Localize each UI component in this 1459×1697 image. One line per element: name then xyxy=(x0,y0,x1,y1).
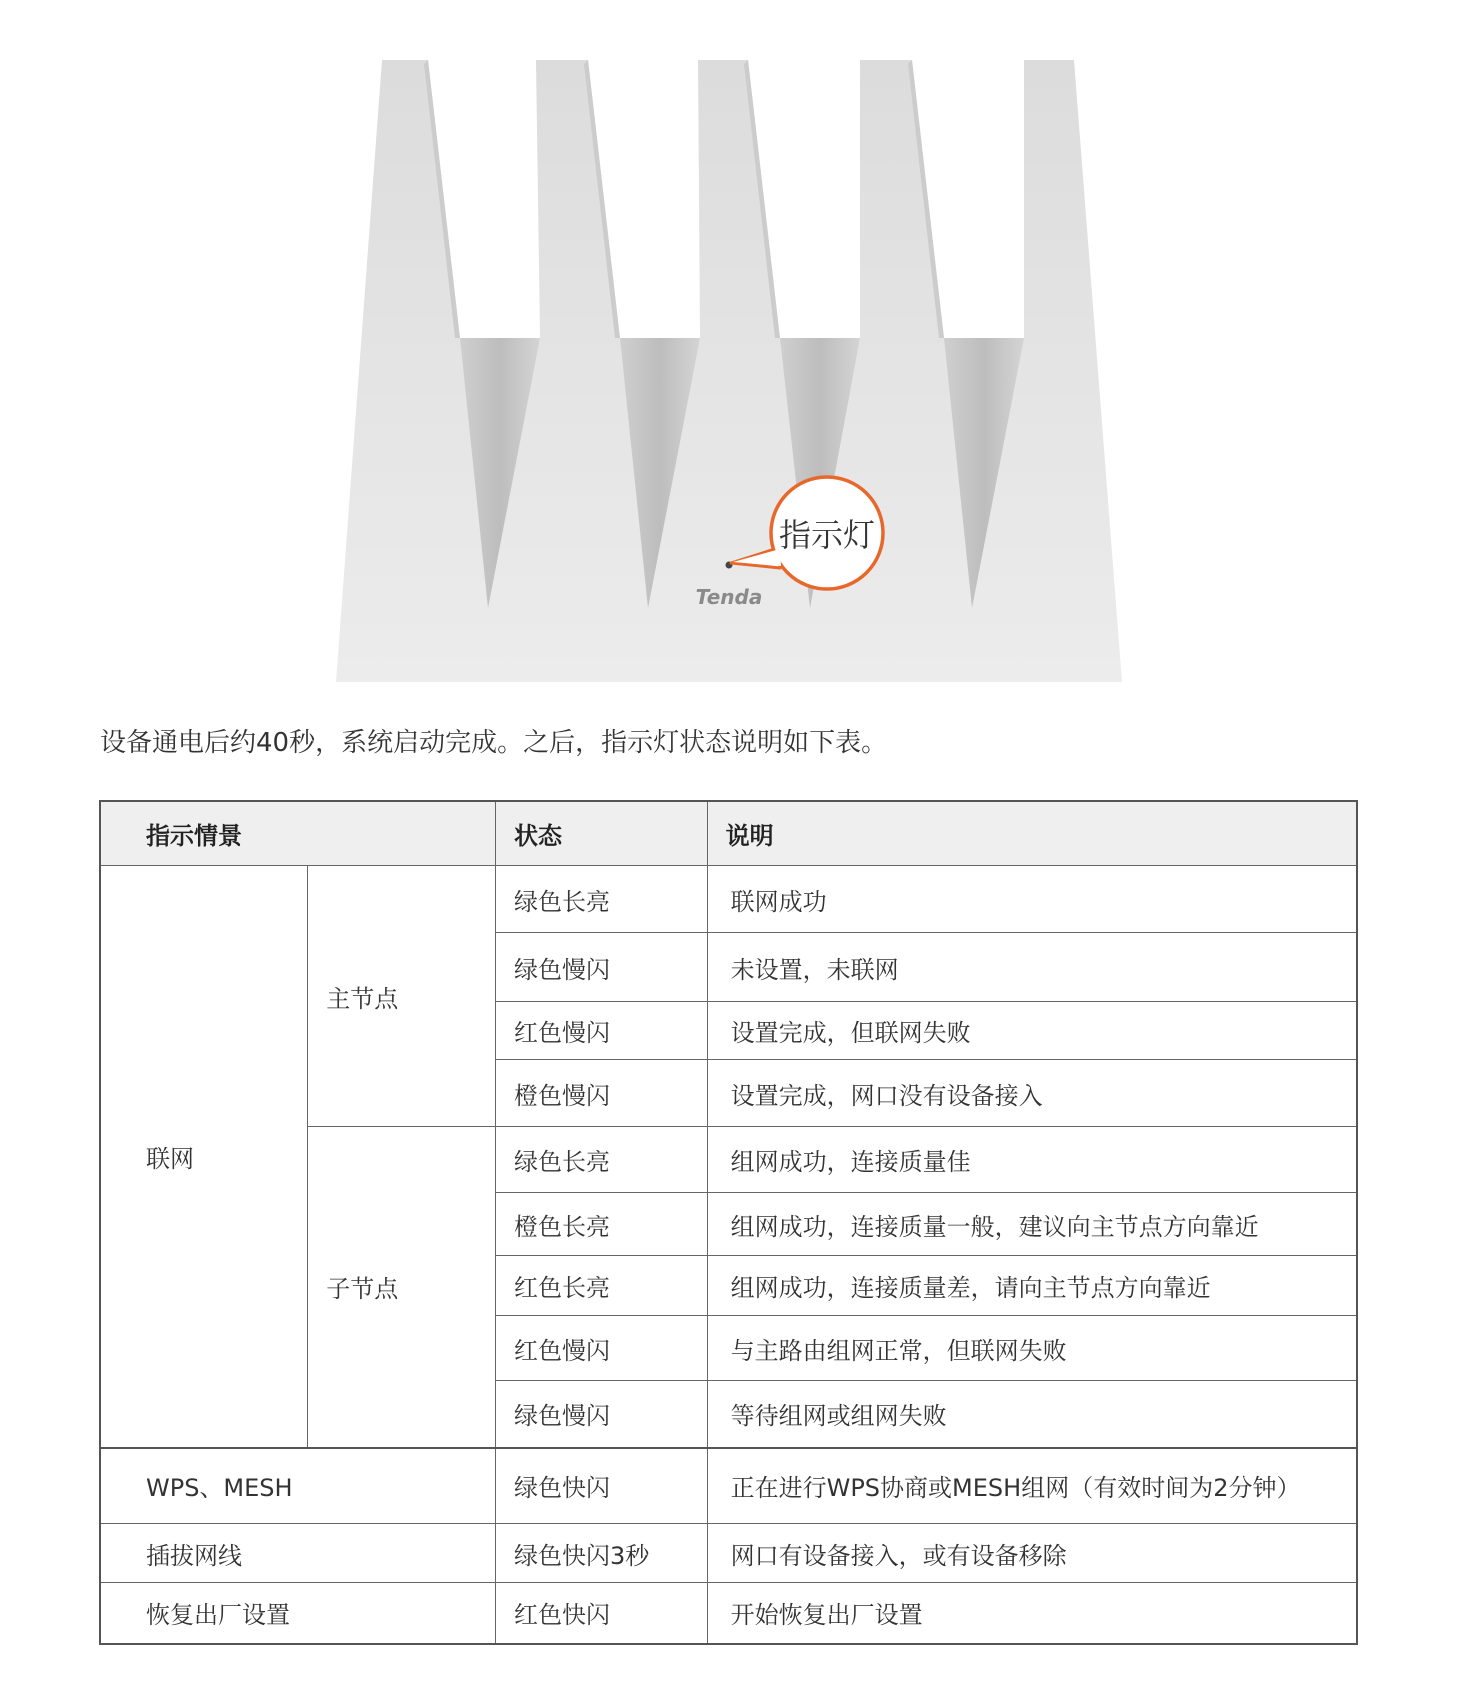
state-cell: 橙色长亮 xyxy=(495,1193,707,1256)
state-cell: 红色快闪 xyxy=(495,1583,707,1644)
state-cell: 绿色长亮 xyxy=(495,1127,707,1193)
desc-cell: 组网成功，连接质量一般，建议向主节点方向靠近 xyxy=(707,1193,1357,1256)
desc-cell: 开始恢复出厂设置 xyxy=(707,1583,1357,1644)
state-cell: 绿色快闪3秒 xyxy=(495,1524,707,1583)
scene-cell: WPS、MESH xyxy=(100,1448,495,1524)
table-row xyxy=(100,866,1357,933)
table-row xyxy=(100,1583,1357,1644)
desc-cell: 组网成功，连接质量差，请向主节点方向靠近 xyxy=(707,1256,1357,1316)
desc-cell: 联网成功 xyxy=(707,866,1357,933)
state-cell: 绿色快闪 xyxy=(495,1448,707,1524)
state-cell: 绿色慢闪 xyxy=(495,933,707,1002)
state-cell: 绿色慢闪 xyxy=(495,1381,707,1448)
indicator-table xyxy=(99,800,1358,1645)
scene-cell: 插拔网线 xyxy=(100,1524,495,1583)
group-networking: 联网 xyxy=(100,866,308,1448)
table-header-row xyxy=(100,801,1357,866)
state-cell: 红色慢闪 xyxy=(495,1316,707,1381)
header-scene: 指示情景 xyxy=(100,801,495,866)
desc-cell: 设置完成，网口没有设备接入 xyxy=(707,1060,1357,1127)
state-cell: 红色慢闪 xyxy=(495,1002,707,1060)
header-state: 状态 xyxy=(495,801,707,866)
callout-label: 指示灯 xyxy=(778,516,876,554)
desc-cell: 网口有设备接入，或有设备移除 xyxy=(707,1524,1357,1583)
table-row xyxy=(100,1448,1357,1524)
scene-cell: 恢复出厂设置 xyxy=(100,1583,495,1644)
state-cell: 橙色慢闪 xyxy=(495,1060,707,1127)
desc-cell: 与主路由组网正常，但联网失败 xyxy=(707,1316,1357,1381)
router-illustration xyxy=(0,0,1459,700)
state-cell: 绿色长亮 xyxy=(495,866,707,933)
intro-text: 设备通电后约40秒，系统启动完成。之后，指示灯状态说明如下表。 xyxy=(100,728,888,758)
desc-cell: 正在进行WPS协商或MESH组网（有效时间为2分钟） xyxy=(707,1448,1357,1524)
table-row xyxy=(100,1524,1357,1583)
group-primary-node: 主节点 xyxy=(308,866,496,1127)
brand-logo: Tenda xyxy=(695,585,763,609)
state-cell: 红色长亮 xyxy=(495,1256,707,1316)
group-secondary-node: 子节点 xyxy=(308,1127,496,1448)
desc-cell: 设置完成，但联网失败 xyxy=(707,1002,1357,1060)
desc-cell: 未设置，未联网 xyxy=(707,933,1357,1002)
desc-cell: 等待组网或组网失败 xyxy=(707,1381,1357,1448)
header-desc: 说明 xyxy=(707,801,1357,866)
desc-cell: 组网成功，连接质量佳 xyxy=(707,1127,1357,1193)
